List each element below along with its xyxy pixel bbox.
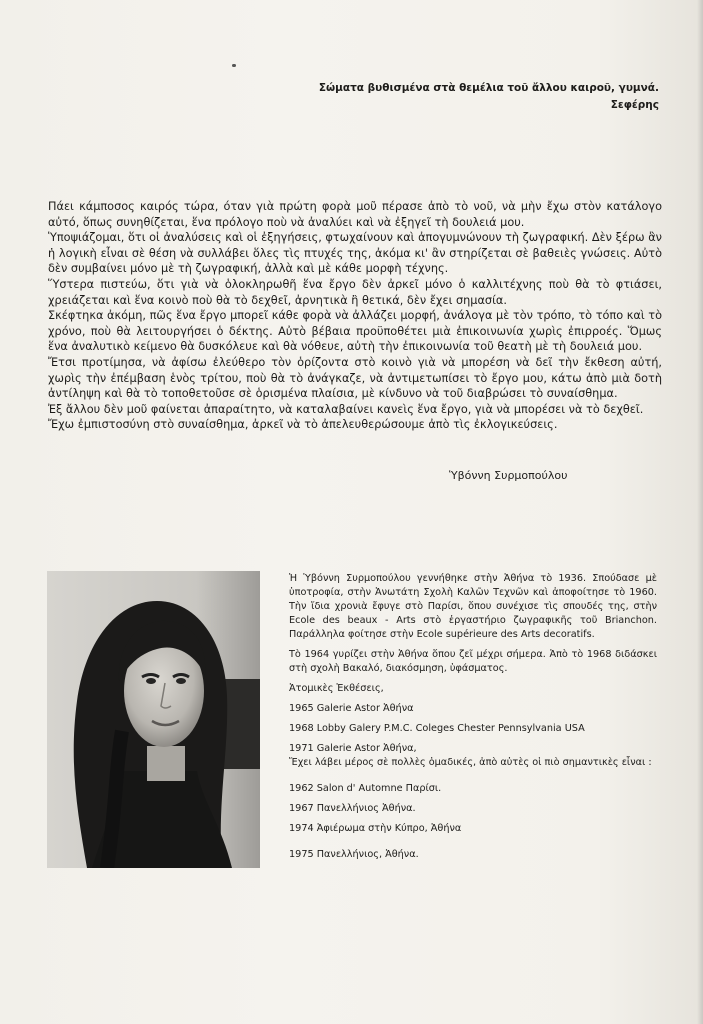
- bio-return: Τὸ 1964 γυρίζει στὴν Ἀθήνα ὅπου ζεῖ μέχρι σήμερα. Ἀπὸ τὸ 1968 διδάσκει στὴ σχολὴ Βακαλό, διακόσμηση, ὑφάσματος.: [289, 649, 657, 674]
- group-exhibition-item: 1975 Πανελλήνιος, Ἀθήνα.: [289, 849, 419, 860]
- epigraph: [319, 80, 659, 114]
- essay: [48, 199, 662, 433]
- group-exhibitions-heading: Ἔχει λάβει μέρος σὲ πολλὲς ὁμαδικές, ἀπὸ αὐτὲς οἱ πιὸ σημαντικὲς εἶναι :: [289, 757, 652, 768]
- portrait-photo: [47, 571, 260, 868]
- essay-paragraph: Ἔτσι προτίμησα, νὰ ἀφίσω ἐλεύθερο τὸν ὁρίζοντα στὸ κοινὸ γιὰ νὰ μπορέση νὰ δεῖ τὴν ἔκθεση αὐτή, χωρὶς τὴν ἐπέμβαση ἑνὸς τρίτου, ποὺ θὰ τὸ ἀνάγκαζε, νὰ ἀντιμετωπίσει τὸ ἔργο μου, κάτω ἀπὸ μιὰ δοτὴ ἀντίληψη καὶ θὰ τὸ τοποθετοῦσε σὲ ὁρισμένα πλαίσια, μὲ κίνδυνο νὰ τοῦ διαβρώσει τὸ συναίσθημα.: [48, 355, 662, 401]
- essay-paragraph: Ἐξ ἄλλου δὲν μοῦ φαίνεται ἀπαραίτητο, νὰ καταλαβαίνει κανεὶς ἕνα ἔργο, γιὰ νὰ μπορέσει νὰ τὸ δεχθεῖ.: [48, 402, 644, 416]
- essay-paragraph: Πάει κάμποσος καιρός τώρα, όταν γιὰ πρώτη φορὰ μοῦ πέρασε ἀπὸ τὸ νοῦ, νὰ μὴν ἔχω στὸν κατάλογο αὐτό, ὅπως συνηθίζεται, ἕνα πρόλογο ποὺ νὰ ἀναλύει καὶ νὰ ἐξηγεῖ τὴ δουλειά μου.: [48, 200, 662, 229]
- epigraph-quote: Σώματα βυθισμένα στὰ θεμέλια τοῦ ἄλλου καιροῦ, γυμνά.: [318, 82, 659, 94]
- group-exhibition-item: 1974 Ἀφιέρωμα στὴν Κύπρο, Ἀθήνα: [289, 823, 462, 834]
- essay-paragraph: Ἔχω ἐμπιστοσύνη στὸ συναίσθημα, ἀρκεῖ νὰ τὸ ἀπελευθερώσουμε ἀπὸ τὶς ἐκλογικεύσεις.: [48, 418, 558, 432]
- biography: [289, 572, 657, 862]
- essay-paragraph: Σκέφτηκα ἀκόμη, πῶς ἕνα ἔργο μπορεῖ κάθε φορὰ νὰ ἀλλάζει μορφή, ἀνάλογα μὲ τὸν τρόπο, τὸ τόπο καὶ τὸ χρόνο, ποὺ θὰ λειτουργήσει ὁ δέκτης. Αὐτὸ βέβαια προϋποθέτει μιὰ ἐπικοινωνία χωρὶς ἐπιρροές. Ὅμως ἕνα ἀναλυτικὸ κείμενο θὰ δυσκόλευε καὶ θὰ νόθευε, αὐτὴ τὴν ἐπικοινωνία τοῦ θεατὴ μὲ τὴ δουλειά μου.: [48, 309, 662, 354]
- essay-paragraph: Ὑποψιάζομαι, ὅτι οἱ ἀναλύσεις καὶ οἱ ἐξηγήσεις, φτωχαίνουν καὶ ἀπογυμνώνουν τὴ ζωγραφική. Δὲν ξέρω ἂν ἡ λογικὴ εἶναι σὲ θέση νὰ συλλάβει ὅλες τὶς πτυχές της, ἀκόμα κι' ἂν στηρίζεται σὲ βαθειὲς γνώσεις. Αὐτὸ δὲν συμβαίνει μόνο μὲ τὴ ζωγραφική, ἀλλὰ καὶ μὲ κάθε μορφὴ τέχνης.: [48, 231, 662, 276]
- solo-exhibition-item: 1965 Galerie Astor Ἀθήνα: [289, 703, 414, 714]
- group-exhibition-item: 1962 Salon d' Automne Παρίσι.: [289, 783, 442, 794]
- essay-paragraph: Ὕστερα πιστεύω, ὅτι γιὰ νὰ ὁλοκληρωθῆ ἕνα ἔργο δὲν ἀρκεῖ μόνο ὁ καλλιτέχνης ποὺ θὰ τὸ φτιάσει, χρειάζεται καὶ ἕνα κοινὸ ποὺ θὰ τὸ δεχθεῖ, ἀρνητικὰ ἢ θετικά, δὲν ἔχει σημασία.: [48, 277, 662, 307]
- page-edge-shadow: [697, 0, 703, 1024]
- solo-exhibitions-heading: Ἀτομικὲς Ἐκθέσεις,: [289, 683, 384, 694]
- solo-exhibition-item: 1971 Galerie Astor Ἀθήνα,: [289, 743, 417, 754]
- bio-intro: Ἡ Ὑβόννη Συρμοπούλου γεννήθηκε στὴν Ἀθήνα τὸ 1936. Σπούδασε μὲ ὑποτροφία, στὴν Ἀνωτάτη Σχολὴ Καλῶν Τεχνῶν καὶ ἀποφοίτησε τὸ 1960. Τὴν ἴδια χρονιὰ ἔφυγε στὸ Παρίσι, ὅπου συνέχισε τὶς σπουδές της, στὴν Ecole des beaux - Arts στὸ ἐργαστήριο ζωγραφικῆς τοῦ Brianchon. Παράλληλα φοίτησε στὴν Ecole supérieure des Arts decoratifs.: [289, 573, 657, 640]
- essay-signature: Ὑβόννη Συρμοπούλου: [449, 469, 568, 482]
- solo-exhibition-item: 1968 Lobby Galery P.M.C. Coleges Chester Pennsylvania USA: [289, 723, 585, 734]
- paper-speck: [232, 64, 236, 67]
- portrait-illustration: [47, 571, 260, 868]
- group-exhibition-item: 1967 Πανελλήνιος Ἀθήνα.: [289, 803, 416, 814]
- epigraph-author: Σεφέρης: [610, 99, 659, 111]
